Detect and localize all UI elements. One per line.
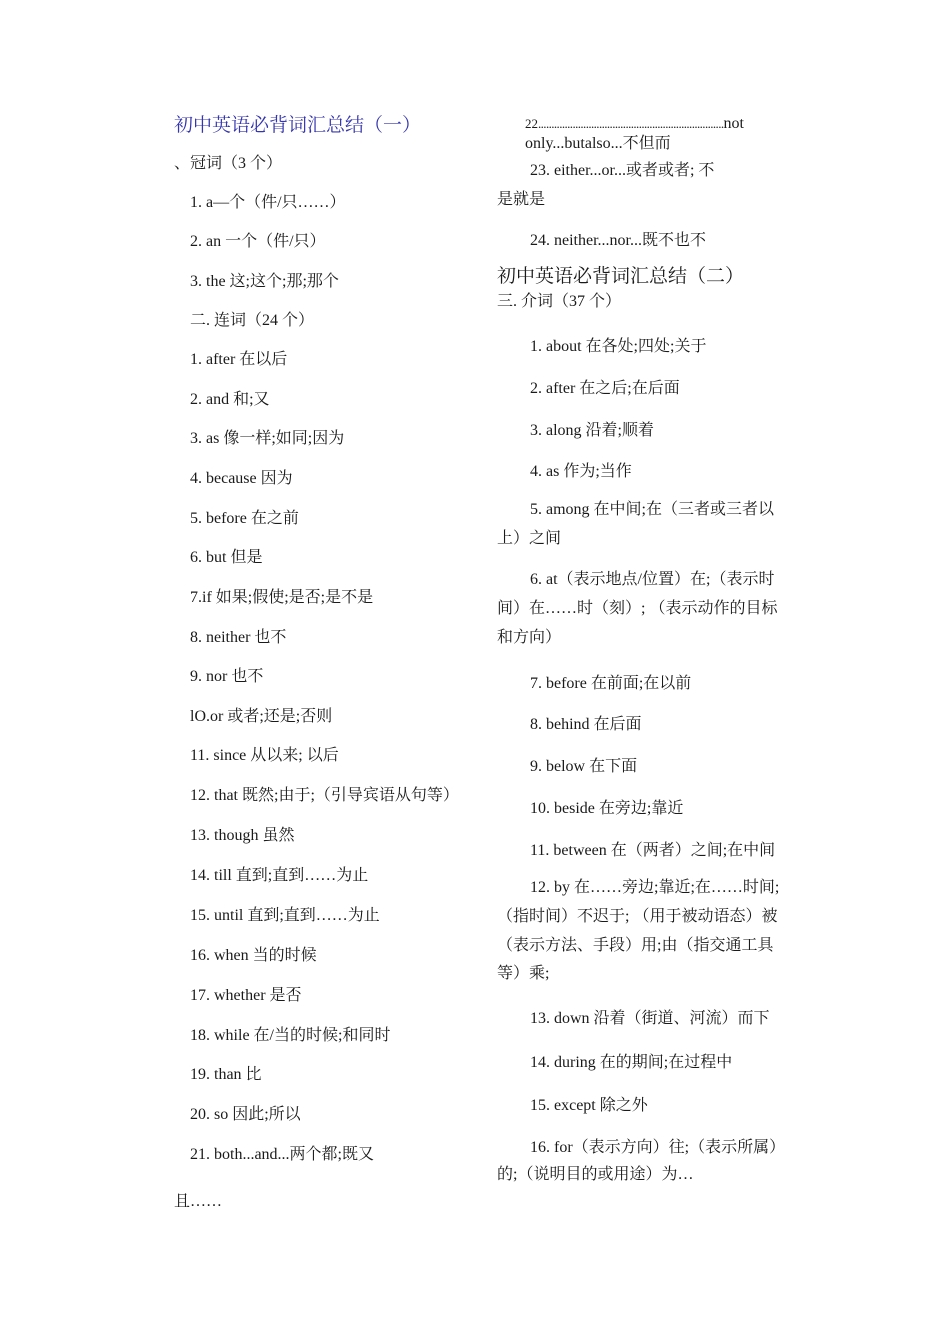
section-heading-conjunctions: 二. 连词（24 个） bbox=[190, 312, 315, 329]
list-item: 11. between 在（两者）之间;在中间 bbox=[530, 842, 776, 859]
list-item-line3: （表示方法、手段）用;由（指交通工具 bbox=[497, 937, 774, 954]
list-item-line2: （指时间）不迟于; （用于被动语态）被 bbox=[497, 908, 778, 925]
list-item-23: 23. either...or...或者或者; 不 bbox=[530, 162, 715, 179]
list-item-22 bbox=[525, 114, 805, 134]
list-item: 15. except 除之外 bbox=[530, 1097, 648, 1114]
list-item: 14. till 直到;直到……为止 bbox=[190, 867, 369, 884]
item-number: 22 bbox=[525, 116, 538, 131]
list-item-line2: 的;（说明目的或用途）为… bbox=[497, 1166, 694, 1183]
list-item: 5. among 在中间;在（三者或三者以 bbox=[530, 501, 774, 518]
list-item: 8. behind 在后面 bbox=[530, 716, 642, 733]
list-item: 2. and 和;又 bbox=[190, 391, 270, 408]
list-item: 6. but 但是 bbox=[190, 549, 263, 566]
page-title-2: 初中英语必背词汇总结（二） bbox=[497, 266, 745, 287]
list-item: 4. because 因为 bbox=[190, 470, 293, 487]
list-item: 9. below 在下面 bbox=[530, 758, 638, 775]
item-text: not bbox=[723, 115, 744, 132]
list-item: 10. beside 在旁边;靠近 bbox=[530, 800, 684, 817]
list-item-line4: 等）乘; bbox=[497, 965, 550, 982]
list-item: 17. whether 是否 bbox=[190, 987, 302, 1004]
list-item-22-line2: only...butalso...不但而 bbox=[525, 135, 671, 152]
list-item: 14. during 在的期间;在过程中 bbox=[530, 1054, 733, 1071]
list-item: 15. until 直到;直到……为止 bbox=[190, 907, 380, 924]
list-item: 2. after 在之后;在后面 bbox=[530, 380, 680, 397]
section-heading-articles: 、冠词（3 个） bbox=[174, 155, 283, 172]
page-title-1: 初中英语必背词汇总结（一） bbox=[174, 115, 422, 136]
section-heading-prepositions: 三. 介词（37 个） bbox=[497, 293, 622, 310]
list-item: 20. so 因此;所以 bbox=[190, 1106, 301, 1123]
list-item: 12. by 在……旁边;靠近;在……时间; bbox=[530, 879, 780, 896]
list-item: 11. since 从以来; 以后 bbox=[190, 747, 339, 764]
list-item: 4. as 作为;当作 bbox=[530, 463, 632, 480]
list-item: 6. at（表示地点/位置）在;（表示时 bbox=[530, 571, 775, 588]
list-item: 1. about 在各处;四处;关于 bbox=[530, 338, 707, 355]
list-item-24: 24. neither...nor...既不也不 bbox=[530, 232, 706, 249]
list-item: 1. after 在以后 bbox=[190, 351, 288, 368]
list-item: lO.or 或者;还是;否则 bbox=[190, 708, 333, 725]
list-item: 12. that 既然;由于;（引导宾语从句等） bbox=[190, 787, 459, 804]
list-item: 16. for（表示方向）往;（表示所属） bbox=[530, 1139, 786, 1156]
dot-leader: ...................................................................... bbox=[538, 116, 724, 131]
list-item-continuation: 且…… bbox=[174, 1193, 223, 1210]
list-item: 7.if 如果;假使;是否;是不是 bbox=[190, 589, 374, 606]
list-item: 8. neither 也不 bbox=[190, 629, 287, 646]
list-item: 3. the 这;这个;那;那个 bbox=[190, 273, 339, 290]
list-item: 3. along 沿着;顺着 bbox=[530, 422, 654, 439]
list-item-line2: 间）在……时（刻）; （表示动作的目标 bbox=[497, 600, 778, 617]
list-item-23-line2: 是就是 bbox=[497, 191, 546, 208]
list-item: 18. while 在/当的时候;和同时 bbox=[190, 1027, 391, 1044]
list-item: 7. before 在前面;在以前 bbox=[530, 675, 692, 692]
list-item: 13. down 沿着（街道、河流）而下 bbox=[530, 1010, 770, 1027]
list-item: 9. nor 也不 bbox=[190, 668, 264, 685]
list-item: 21. both...and...两个都;既又 bbox=[190, 1146, 374, 1163]
list-item: 5. before 在之前 bbox=[190, 510, 299, 527]
list-item: 1. a—个（件/只……） bbox=[190, 194, 346, 211]
list-item: 3. as 像一样;如同;因为 bbox=[190, 430, 345, 447]
list-item-line3: 和方向） bbox=[497, 629, 562, 646]
list-item: 2. an 一个（件/只） bbox=[190, 233, 326, 250]
list-item: 19. than 比 bbox=[190, 1066, 262, 1083]
list-item: 13. though 虽然 bbox=[190, 827, 295, 844]
list-item-line2: 上）之间 bbox=[497, 530, 562, 547]
list-item: 16. when 当的时候 bbox=[190, 947, 317, 964]
